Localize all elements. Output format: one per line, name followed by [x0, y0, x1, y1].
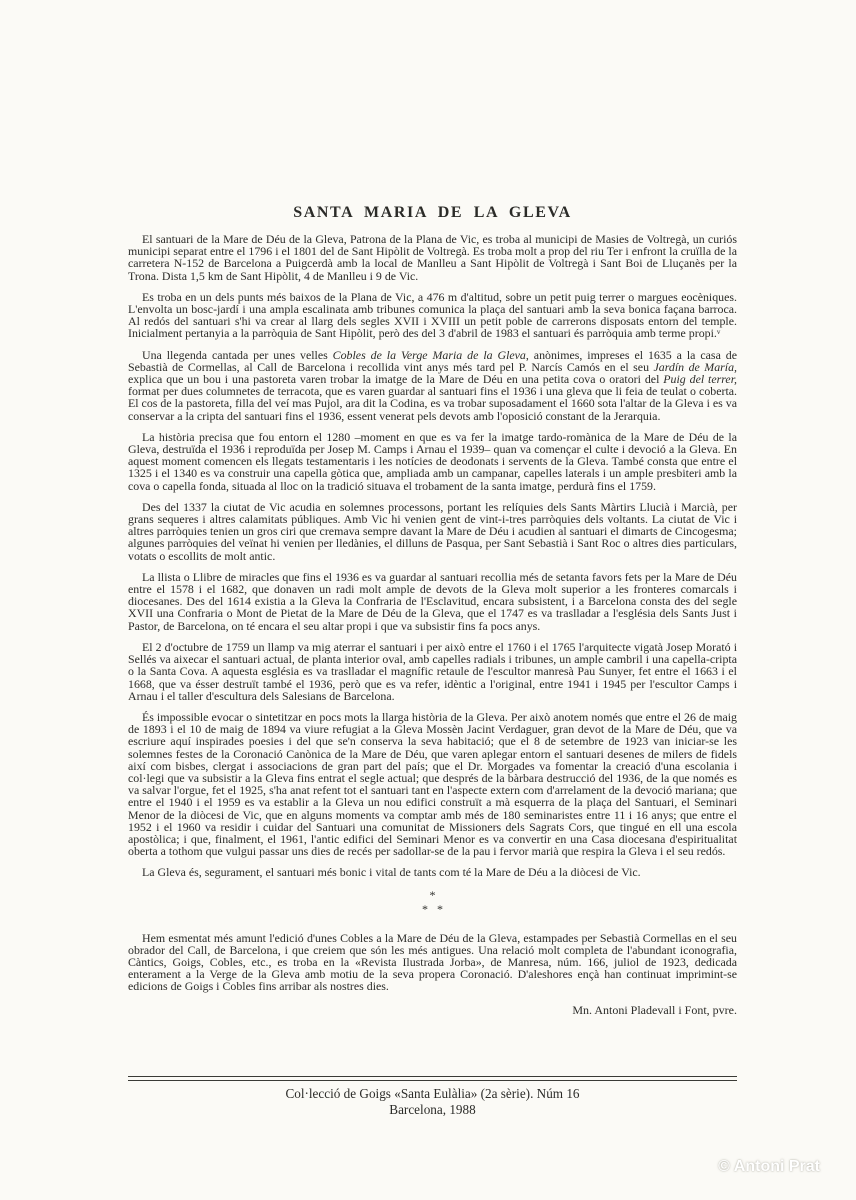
asterisk-separator [128, 888, 737, 916]
paragraph [128, 932, 737, 993]
paragraph [128, 431, 737, 492]
italic-text-run: Jardín de María, [653, 359, 737, 374]
body-paragraphs [128, 233, 737, 879]
paragraph [128, 571, 737, 632]
text-run: La llista o Llibre de miracles que fins el 1936 es va guardar al santuari recollia més de setanta favors fets per la Mare de Déu entre el 1578 i el 1682, que donaven un radi molt ample de devots de la Gleva molt superior a les fronteres comarcals i diocesanes. Des del 1614 existia a la Gleva la Confraria de l'Esclavitud, encara subsistent, i a Barcelona consta des del segle XVII una Confraria o Mont de Pietat de la Mare de Déu de la Gleva, que el 1747 es va traslladar a l'església dels Sants Just i Pastor, de Barcelona, on té encara el seu altar propi i que va subsistir fins fa pocs anys. [128, 569, 737, 633]
text-run: , anònimes, impreses el 1635 a la casa de Sebastià de Cormellas, al Call de Barcelona i recollida vint anys més tard pel P. Narcís Camós en el seu [128, 347, 737, 374]
text-run: La Gleva és, segurament, el santuari més bonic i vital de tants com té la Mare de Déu a la diòcesi de Vic. [142, 865, 641, 880]
paragraph [128, 291, 737, 340]
paragraph [128, 349, 737, 422]
text-run: Es troba en un dels punts més baixos de la Plana de Vic, a 476 m d'altitud, sobre un petit puig terrer o margues eocèniques. L'envolta un bosc-jardí i una ampla escalinata amb tribunes comunica la plaça del santuari amb la seva bonica façana barroca. Al redós del santuari s'hi va crear al llarg dels segles XVII i XVIII un petit poble de carrerons disposats entorn del temple. Inicialment pertanyia a la parròquia de Sant Hipòlit, però des del 3 d'abril de 1983 el santuari és parròquia amb terme propi.ᵛ [128, 289, 737, 341]
text-run: format per dues columnetes de terracota, que es varen guardar al santuari fins el 1936 i una gleva que li feia de teulat o coberta. El cos de la pastoreta, filla del veí mas Pujol, ara dit la Codina, es va trobar suposadament el 1660 sota l'altar de la Gleva i es va conservar a la cripta del santuari fins el 1936, essent venerat pels devots amb l'oposició constant de la Jerarquia. [128, 384, 737, 423]
collection-series-line: Col·lecció de Goigs «Santa Eulàlia» (2a sèrie). Núm 16 [285, 1086, 580, 1101]
text-run: El santuari de la Mare de Déu de la Gleva, Patrona de la Plana de Vic, es troba al municipi de Masies de Voltregà, un curiós municipi separat entre el 1796 i el 1801 del de Sant Hipòlit de Voltregà. Es troba molt a prop del riu Ter i enfront la cruïlla de la carretera N-152 de Barcelona a Puigcerdà amb la local de Manlleu a Sant Hipòlit de Voltregà i Sant Boi de Lluçanès per la Trona. Dista 1,5 km de Sant Hipòlit, 4 de Manlleu i 9 de Vic. [128, 232, 737, 283]
separator-star-top: * [429, 887, 436, 902]
paragraph [128, 641, 737, 702]
italic-text-run: Cobles de la Verge Maria de la Gleva [332, 347, 526, 362]
colophon [128, 1076, 737, 1118]
double-rule-divider [128, 1076, 737, 1081]
text-run: Hem esmentat més amunt l'edició d'unes Cobles a la Mare de Déu de la Gleva, estampades per Sebastià Cormellas en el seu obrador del Call, de Barcelona, i que creiem que són les més antigues. Una relació molt completa de l'abundant iconografia, Càntics, Goigs, Cobles, etc., es troba en la «Revista Ilustrada Jorba», de Manresa, núm. 166, juliol de 1923, dedicada enterament a la Verge de la Gleva amb motiu de la seva propera Coronació. D'aleshores ençà han continuat imprimint-se edicions de Goigs i Cobles fins arribar als nostres dies. [128, 930, 737, 994]
text-run: explica que un bou i una pastoreta varen trobar la imatge de la Mare de Déu en una petita cova o oratori del [128, 372, 664, 387]
city-year-line: Barcelona, 1988 [389, 1102, 476, 1117]
paragraph [128, 711, 737, 857]
photographer-watermark: © Antoni Prat [718, 1158, 820, 1175]
text-run: Una llegenda cantada per unes velles [142, 347, 333, 362]
article-body [128, 233, 737, 1018]
separator-stars-bottom: * * [422, 901, 443, 916]
author-signature: Mn. Antoni Pladevall i Font, pvre. [572, 1002, 737, 1017]
italic-text-run: Puig del terrer, [663, 372, 737, 387]
paragraph [128, 501, 737, 562]
paragraph [128, 866, 737, 878]
paragraph [128, 233, 737, 282]
text-run: La història precisa que fou entorn el 1280 –moment en que es va fer la imatge tardo-romànica de la Mare de Déu de la Gleva, destruïda el 1936 i reproduïda per Josep M. Camps i Arnau el 1939– quan va començar el culte i devoció a la Gleva. En aquest moment comencen els llegats testamentaris i les notícies de deodonats i servents de la Gleva. També consta que entre el 1325 i el 1340 es va construir una capella gòtica que, ampliada amb un campanar, capelles laterals i un ample presbiteri amb la cova o capella fonda, situada al lloc on la tradició situava el trobament de la santa imatge, perdurà fins el 1759. [128, 429, 737, 493]
closing-paragraph [128, 932, 737, 993]
page-title: SANTA MARIA DE LA GLEVA [293, 204, 572, 221]
text-run: Des del 1337 la ciutat de Vic acudia en solemnes processons, portant les relíquies dels Sants Màrtirs Llucià i Marcià, per grans sequeres i altres calamitats públiques. Amb Vic hi venien gent de vint-i-tres parròquies dels voltants. La ciutat de Vic i altres parròquies tenien un gros ciri que cremava sempre davant la Mare de Déu i acudien al santuari el dimarts de Cincogesma; algunes parròquies del veïnat hi venien per lledànies, el dilluns de Pasqua, per Sant Sebastià i Sant Roc o altres dies particulars, votats o escollits de molt antic. [128, 499, 737, 563]
text-run: És impossible evocar o sintetitzar en pocs mots la llarga història de la Gleva. Per això anotem només que entre el 26 de maig de 1893 i el 10 de maig de 1894 va viure refugiat a la Gleva Mossèn Jacint Verdaguer, gran devot de la Mare de Déu, que va escriure aquí inspirades poesies i del que se'n conserva la seva habitació; que el 8 de setembre de 1923 van iniciar-se les solemnes festes de la Coronació Canònica de la Mare de Déu, que varen aplegar entorn el santuari desenes de milers de fidels així com bisbes, clergat i associacions de gran part del país; que el Dr. Morgades va fomentar la creació d'una escolania i col·legi que va subsistir a la Gleva fins entrat el segle actual; que després de la bàrbara destrucció del 1936, de la que només es va salvar l'orgue, fet el 1925, s'ha anat refent tot el santuari tant en l'aspecte extern com d'arrelament de la devoció mariana; que entre el 1940 i el 1959 es va establir a la Gleva un nou edifici construït a mà esquerra de la plaça del Santuari, el Seminari Menor de la diòcesi de Vic, que en alguns moments va comptar amb més de 180 seminaristes entre 11 i 16 anys; que entre el 1952 i el 1960 va residir i cuidar del Santuari una comunitat de Missioners dels Sagrats Cors, que tingué en ell una escola apostòlica; i que, finalment, el 1961, l'antic edifici del Seminari Menor es va convertir en una Casa diocesana d'espiritualitat oberta a tothom que vulgui passar uns dies de recés per sadollar-se de la pau i fervor marià que respira la Gleva i el seu redós. [128, 709, 737, 859]
text-run: El 2 d'octubre de 1759 un llamp va mig aterrar el santuari i per això entre el 1760 i el 1765 l'arquitecte vigatà Josep Morató i Sellés va aixecar el santuari actual, de planta interior oval, amb capelles radials i tribunes, un ample cambril i una capella-cripta o la Santa Cova. A aquesta església es va traslladar el magnífic retaule de l'escultor manresà Pau Sunyer, fet entre el 1663 i el 1668, que va ésser destruït també el 1936, però que es va refer, idèntic a l'original, entre 1941 i 1945 per l'escultor Camps i Arnau i el taller d'escultura dels Salesians de Barcelona. [128, 639, 737, 703]
